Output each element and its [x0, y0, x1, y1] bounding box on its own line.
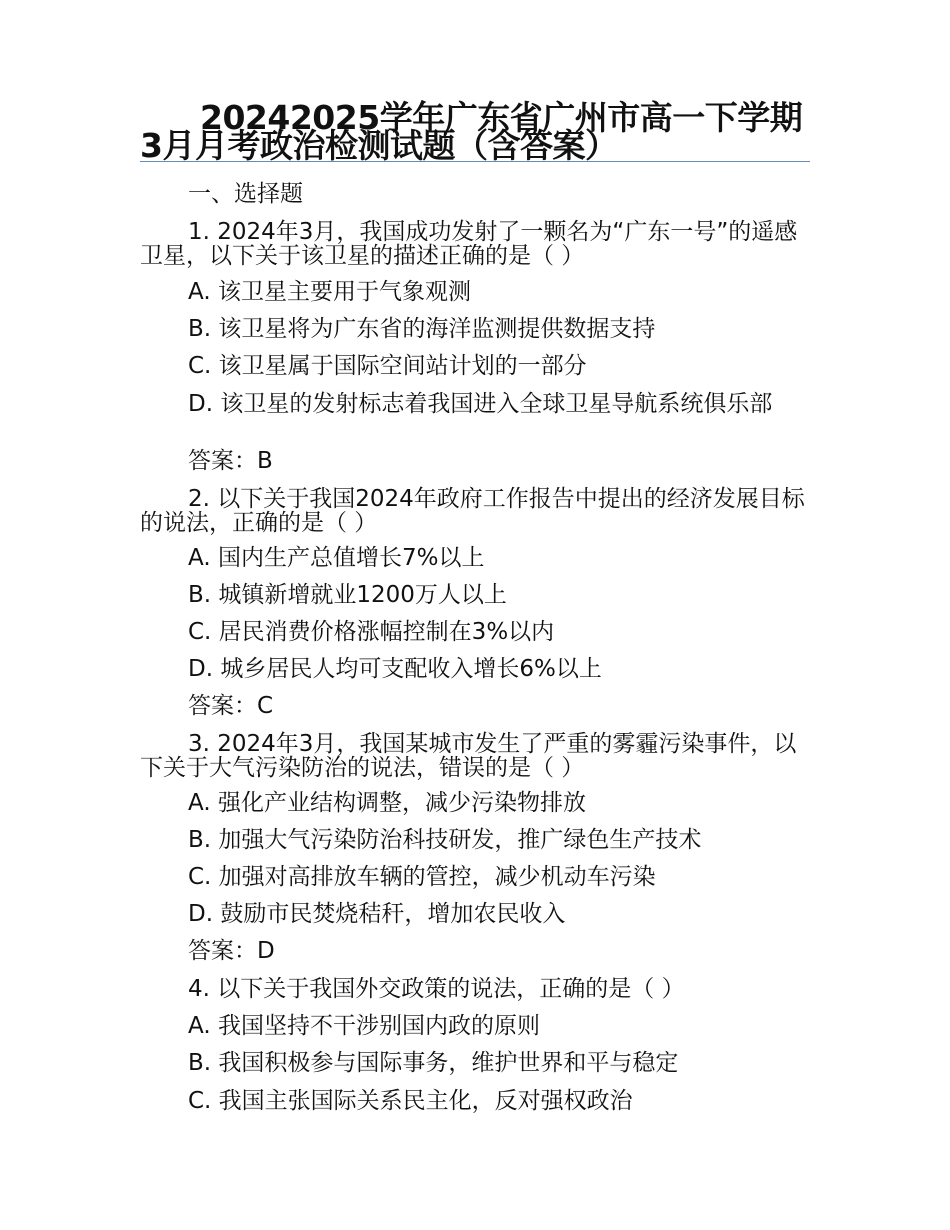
question-2-stem: 2. 以下关于我国2024年政府工作报告中提出的经济发展目标的说法，正确的是（ ）: [140, 486, 805, 536]
document-title: 20242025学年广东省广州市高一下学期3月月考政治检测试题（含答案）: [140, 98, 803, 165]
question-3-option-c: C. 加强对高排放车辆的管控，减少机动车污染: [188, 864, 656, 890]
question-1-answer: 答案：B: [188, 448, 273, 474]
question-2-option-c: C. 居民消费价格涨幅控制在3%以内: [188, 619, 555, 645]
question-2-answer: 答案：C: [188, 693, 274, 719]
question-3-option-a: A. 强化产业结构调整，减少污染物排放: [188, 790, 586, 816]
title-underline: [140, 161, 810, 162]
question-3-option-d: D. 鼓励市民焚烧秸秆，增加农民收入: [188, 901, 566, 927]
question-1-option-a: A. 该卫星主要用于气象观测: [188, 279, 471, 305]
question-4-option-a: A. 我国坚持不干涉别国内政的原则: [188, 1013, 540, 1039]
question-2-option-a: A. 国内生产总值增长7%以上: [188, 545, 485, 571]
question-1-option-b: B. 该卫星将为广东省的海洋监测提供数据支持: [188, 316, 656, 342]
question-2-option-d: D. 城乡居民人均可支配收入增长6%以上: [188, 656, 602, 682]
question-4-stem: 4. 以下关于我国外交政策的说法，正确的是（ ）: [188, 976, 685, 1002]
question-1-stem: 1. 2024年3月，我国成功发射了一颗名为“广东一号”的遥感卫星，以下关于该卫星的描述正确的是（ ）: [140, 219, 798, 269]
question-4-option-c: C. 我国主张国际关系民主化，反对强权政治: [188, 1088, 633, 1114]
question-1-option-c: C. 该卫星属于国际空间站计划的一部分: [188, 353, 587, 379]
question-3-option-b: B. 加强大气污染防治科技研发，推广绿色生产技术: [188, 827, 702, 853]
question-1-option-d: D. 该卫星的发射标志着我国进入全球卫星导航系统俱乐部: [188, 391, 773, 417]
question-3-stem: 3. 2024年3月，我国某城市发生了严重的雾霾污染事件，以下关于大气污染防治的说法，错误的是（ ）: [140, 731, 797, 781]
question-2-option-b: B. 城镇新增就业1200万人以上: [188, 582, 507, 608]
question-3-answer: 答案：D: [188, 938, 275, 964]
question-4-option-b: B. 我国积极参与国际事务，维护世界和平与稳定: [188, 1050, 679, 1076]
section-heading: 一、选择题: [188, 181, 303, 207]
